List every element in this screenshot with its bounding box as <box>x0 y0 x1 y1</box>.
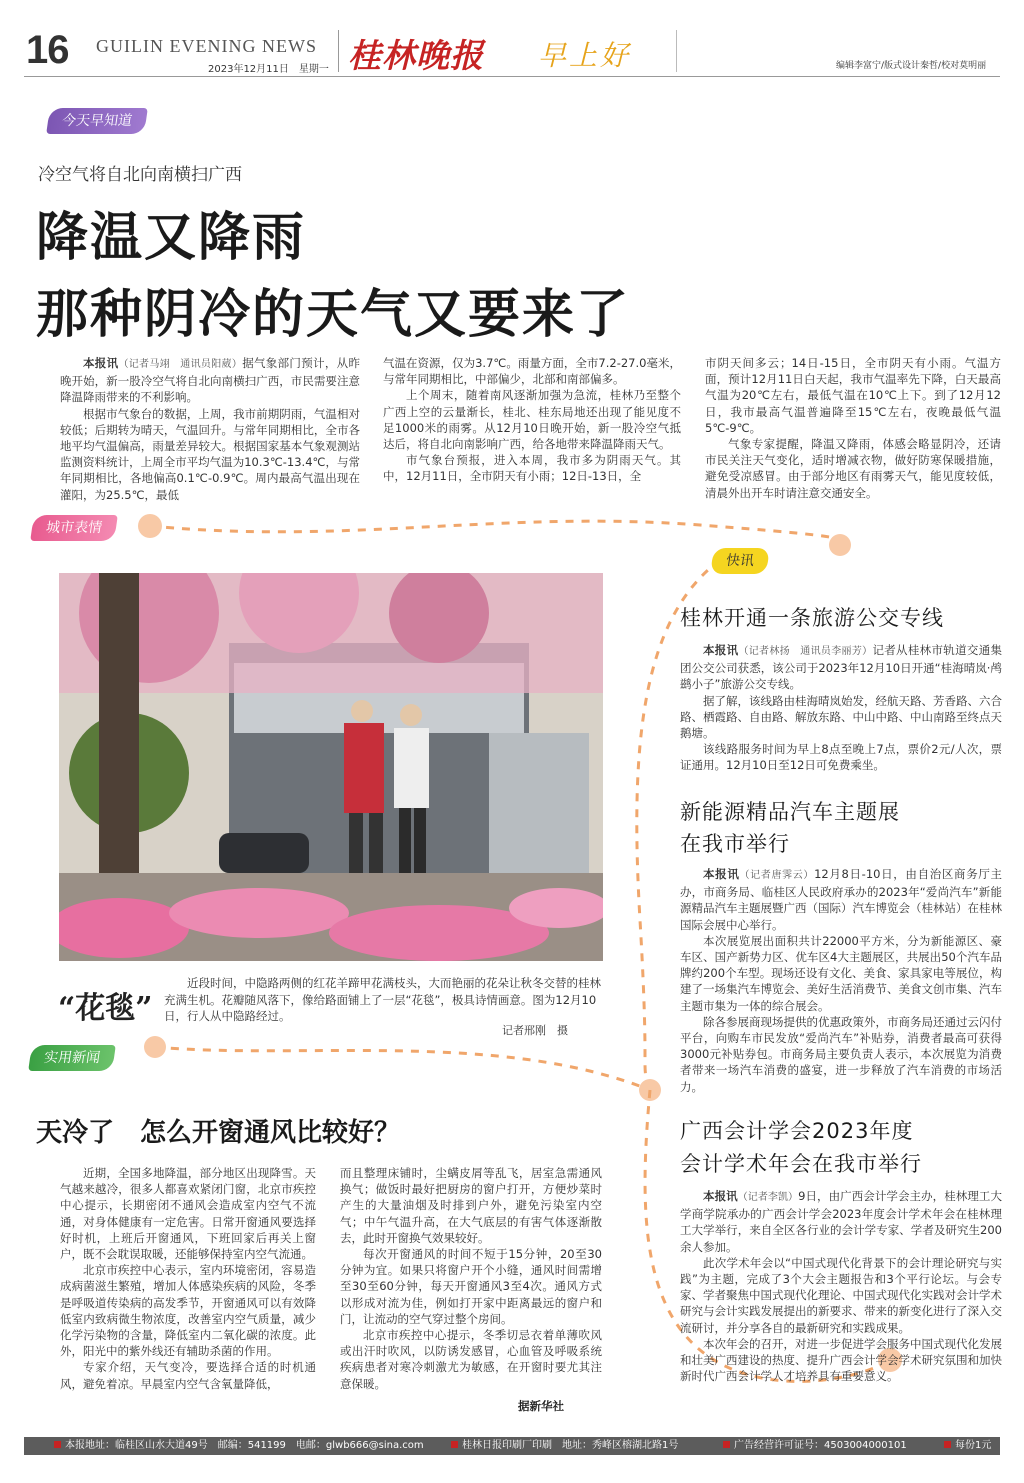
flash-1-title: 桂林开通一条旅游公交专线 <box>680 606 944 630</box>
lead-col3-p1: 市阴天间多云；14日-15日，全市阴天有小雨。气温方面，预计12月11日白天起，我市气温率先下降，白天最高气温为20℃左右，最低气温在10℃上下。到了12月12日，我市最高气温普遍降至15℃左右，夜晚最低气温5℃-9℃。 <box>705 356 1001 435</box>
footer-printer <box>451 1437 678 1455</box>
lead-subtitle: 冷空气将自北向南横扫广西 <box>38 165 242 185</box>
footer-price <box>944 1437 991 1455</box>
page-number: 16 <box>26 28 69 72</box>
issue-date: 2023年12月11日 星期一 <box>208 64 329 75</box>
header-divider-2 <box>676 30 677 72</box>
footer-bar <box>24 1437 1000 1455</box>
flash-2-body <box>680 866 1002 1095</box>
tag-today: 今天早知道 <box>46 108 148 134</box>
flash-1-p3: 该线路服务时间为早上8点至晚上7点，票价2元/人次，票证通用。12月10日至12日可免费乘坐。 <box>680 742 1002 773</box>
lead-column-2 <box>383 355 681 485</box>
practical-col2-p2: 每次开窗通风的时间不短于15分钟，20至30分钟为宜。如果只将窗户开个小缝，通风时间需增至30至60分钟，每天开窗通风3至4次。通风方式以形成对流为佳，例如打开家中距离最远的窗户和门，让流动的空气穿过整个房间。 <box>340 1247 602 1326</box>
flash-3-title-line2: 会计学术年会在我市举行 <box>680 1152 922 1176</box>
flash-1-p2: 据了解，该线路由桂海晴岚始发，经航天路、芳香路、六合路、栖霞路、自由路、解放东路、中山中路、中山南路至终点天鹅塘。 <box>680 693 1002 741</box>
street-photo <box>59 573 603 961</box>
footer-address <box>54 1437 424 1455</box>
footer-license-text: 广告经营许可证号：4503004000101 <box>734 1440 907 1451</box>
lead-col1-p2: 根据市气象台的数据，上周，我市前期阴雨，气温相对较低；后期转为晴天，气温回升。与常年同期相比，全市各地平均气温偏高，雨量差异较大。根据国家基本气象观测站监测资料统计，上周全市平均气温为10.3℃-13.4℃，与常年同期相比，各地偏高0.1℃-0.9℃。周内最高气温出现在灌阳，为25.5℃，最低 <box>60 406 360 502</box>
practical-col2-p3: 北京市疾控中心提示，冬季切忌衣着单薄吹风或出汗时吹风，以防诱发感冒，心血管及呼吸系统疾病患者对寒冷刺激尤为敏感，在开窗时要尤其注意保暖。 <box>340 1328 602 1391</box>
footer-price-text: 每份1元 <box>955 1440 992 1451</box>
paper-name-en: GUILIN EVENING NEWS <box>96 36 317 56</box>
header-divider <box>338 30 339 72</box>
flash-3-p3: 本次年会的召开，对进一步促进学会服务中国式现代化发展和壮美广西建设的热度、提升广西会计学会学术研究氛围和加快新时代广西会计学人才培养具有重要意义。 <box>680 1336 1002 1384</box>
practical-column-2 <box>340 1165 602 1392</box>
flash-3-p1: 9日，由广西会计学会主办，桂林理工大学商学院承办的广西会计学会2023年度会计学术年会在桂林理工大学举行，来自全区各行业的会计学专家、学者及研究生200余人参加。 <box>680 1189 1003 1254</box>
lead-col3-p2: 气象专家提醒，降温又降雨，体感会略显阴冷，还请市民关注天气变化，适时增减衣物，做好防寒保暖措施，避免受凉感冒。由于部分地区有雨雾天气，能见度较低，清晨外出开车时请注意交通安全。 <box>705 437 1001 500</box>
lead-title-line2: 那种阴冷的天气又要来了 <box>36 285 631 345</box>
lead-column-1 <box>60 355 360 503</box>
lead-col1-p1: 据气象部门预计，从昨晚开始，新一股冷空气将自北向南横扫广西，市民需要注意降温降雨带来的不利影响。 <box>60 356 360 405</box>
flash-2-title-line2: 在我市举行 <box>680 832 790 856</box>
byline-label: 本报讯 <box>83 356 119 370</box>
masthead-logo: 桂林晚报 <box>348 36 484 75</box>
header-rule <box>24 76 1000 77</box>
flash-3-body <box>680 1188 1002 1384</box>
practical-col2-p1: 而且整理床铺时，尘螨皮屑等乱飞，居室急需通风换气；做饭时最好把厨房的窗户打开，方便炒菜时产生的大量油烟及时排到户外，避免污染室内空气；中午气温升高，在大气底层的有害气体逐渐散去，此时开窗换气效果较好。 <box>340 1166 602 1245</box>
lead-col2-p3: 市气象台预报，进入本周，我市多为阴雨天气。其中，12月11日，全市阴天有小雨；12日-13日，全 <box>383 453 681 484</box>
flash-2-p3: 除各参展商现场提供的优惠政策外，市商务局还通过云闪付平台，向购车市民发放“爱尚汽车”补贴券，消费者最高可获得3000元补贴券包。市商务局主要负责人表示，本次展览为消费者带来一场汽车消费的盛宴，进一步释放了汽车消费的市场活力。 <box>680 1014 1002 1094</box>
lead-col2-p1: 气温在资源，仅为3.7℃。雨量方面，全市7.2-27.0毫米，与常年同期相比，中部偏少，北部和南部偏多。 <box>383 356 681 387</box>
tag-flash: 快讯 <box>710 548 770 574</box>
photo-caption-text: 近段时间，中隐路两侧的红花羊蹄甲花满枝头，大而艳丽的花朵让秋冬交替的桂林充满生机。花瓣随风落下，像给路面铺上了一层“花毯”，极具诗情画意。图为12月10日，行人从中隐路经过。 <box>164 976 601 1023</box>
tag-city: 城市表情 <box>30 515 118 541</box>
practical-col1-p2: 北京市疾控中心表示，室内环境密闭，容易造成病菌滋生繁殖，增加人体感染疾病的风险，冬季是呼吸道传染病的高发季节，开窗通风可以有效降低室内致病微生物浓度，改善室内空气质量，减少化学污染物的含量，降低室内二氧化碳的浓度。此外，阳光中的紫外线还有辅助杀菌的作用。 <box>60 1263 316 1359</box>
lead-column-3 <box>705 355 1001 501</box>
practical-col1-p1: 近期，全国多地降温，部分地区出现降雪。天气越来越冷，很多人都喜欢紧闭门窗，北京市疾控中心提示，长期密闭不通风会造成室内空气不流通，对身体健康有一定危害。日常开窗通风要选择好时机，上班后开窗通风，下班回家后再关上窗户，既不会耽误取暖，还能够保持室内空气流通。 <box>60 1166 316 1262</box>
flash-3-byline-note: （记者李凯） <box>737 1192 799 1203</box>
flash-3-p2: 此次学术年会以“中国式现代化背景下的会计理论研究与实践”为主题，完成了3个大会主题报告和3个平行论坛。与会专家、学者聚焦中国式现代化理论、中国式现代化实践对会计学术研究与会计实践发展提出的新要求、带来的新变化进行了深入交流研讨，并分享各自的最新研究和实践成果。 <box>680 1255 1002 1335</box>
footer-address-text: 本报地址：临桂区山水大道49号 邮编：541199 电邮：glwb666@sina.com <box>65 1440 424 1451</box>
lead-col2-p2: 上个周末，随着南风逐渐加强为急流，桂林乃至整个广西上空的云量渐长，桂北、桂东局地还出现了能见度不足1000米的雨雾。从12月10日晚开始，新一股冷空气抵达后，将自北向南影响广西，给各地带来降温降雨天气。 <box>383 388 681 452</box>
flash-2-title-line1: 新能源精品汽车主题展 <box>680 800 900 824</box>
flash-2-byline-label: 本报讯 <box>703 867 740 881</box>
photo-caption-title: “花毯” <box>58 991 153 1026</box>
flash-1-byline-note: （记者林扬 通讯员李丽芳） <box>738 646 873 657</box>
flash-2-byline-note: （记者唐霁云） <box>739 870 815 881</box>
footer-license <box>723 1437 907 1455</box>
flash-3-byline-label: 本报讯 <box>703 1189 738 1203</box>
section-name: 早上好 <box>538 39 632 72</box>
flash-1-p1: 记者从桂林市轨道交通集团公交公司获悉，该公司于2023年12月10日开通“桂海晴岚·鸬鹚小子”旅游公交专线。 <box>680 643 1003 692</box>
photo-caption <box>164 975 604 1025</box>
footer-printer-text: 桂林日报印刷厂印刷 地址：秀峰区榕湖北路1号 <box>462 1440 679 1451</box>
photo-credit: 记者邢刚 摄 <box>502 1024 568 1037</box>
flash-2-p2: 本次展览展出面积共计22000平方米，分为新能源区、豪车区、国产新势力区、优车区4大主题展区，共展出50个汽车品牌约200个车型。现场还设有文化、美食、家具家电等展位，构建了一场集汽车博览会、美好生活消费节、美食文创市集、汽车主题市集为一体的综合展会。 <box>680 933 1002 1013</box>
practical-column-1 <box>60 1165 316 1392</box>
practical-col1-p3: 专家介绍，天气变冷，要选择合适的时机通风，避免着凉。早晨室内空气含氧量降低， <box>60 1360 316 1391</box>
flash-1-byline-label: 本报讯 <box>703 643 739 657</box>
tag-practical: 实用新闻 <box>28 1045 116 1071</box>
editor-credits: 编辑李富宁/版式设计秦哲/校对莫明丽 <box>836 61 987 71</box>
byline-note: （记者马翊 通讯员阳葳） <box>118 359 243 370</box>
flash-1-body <box>680 642 1002 774</box>
flash-3-title-line1: 广西会计学会2023年度 <box>680 1119 914 1143</box>
flash-2-p1: 12月8日-10日，由自治区商务厅主办，市商务局、临桂区人民政府承办的2023年“爱尚汽车”新能源精品汽车主题展暨广西（国际）汽车博览会（桂林站）在桂林国际会展中心举行。 <box>680 867 1003 932</box>
practical-title: 天冷了 怎么开窗通风比较好？ <box>36 1118 401 1148</box>
practical-source: 据新华社 <box>518 1399 564 1413</box>
lead-title-line1: 降温又降雨 <box>36 208 307 268</box>
